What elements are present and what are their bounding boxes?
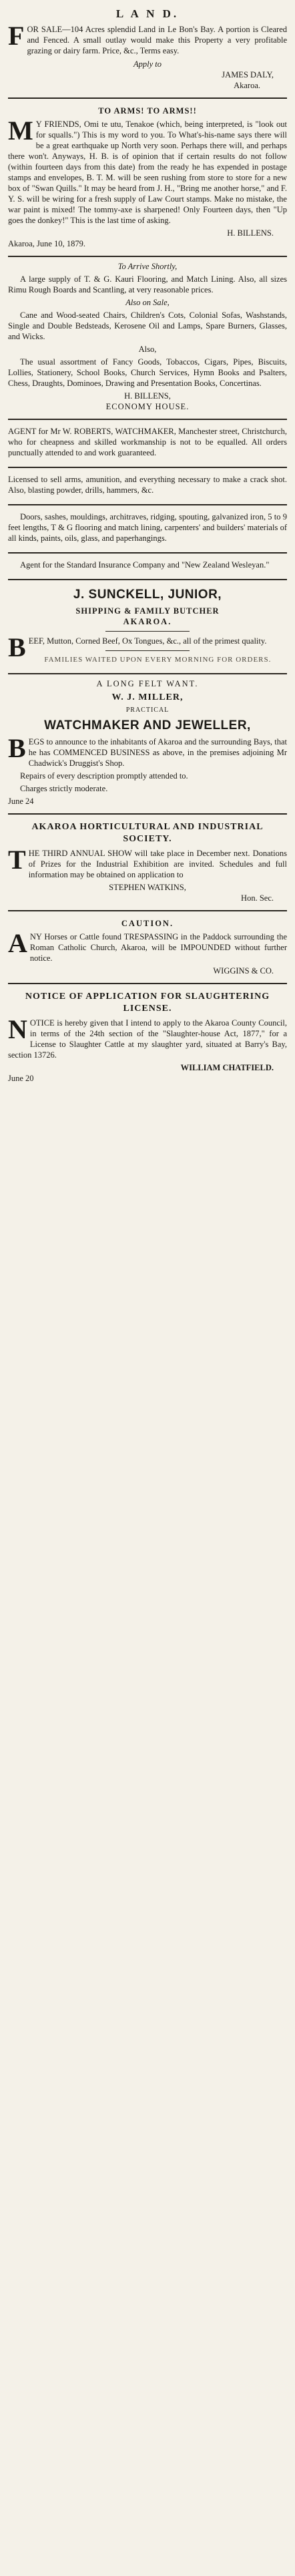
horticultural-body: HE THIRD ANNUAL SHOW will take place in December next. Donations of Prizes for the Industrial Exhibition are invited. Schedules and full information may be obtained on application to — [28, 848, 287, 879]
sale-head: Also on Sale, — [125, 297, 170, 307]
miller-date: June 24 — [8, 797, 34, 807]
slaughter-signature: WILLIAM CHATFIELD. — [180, 1062, 274, 1072]
miller-body: EGS to announce to the inhabitants of Akaroa and the surrounding Bays, that he has COMMENCED BUSINESS as above, in the premises adjoining Mr Chadwick's Druggist's Shop. — [28, 737, 287, 769]
agent-ad — [8, 554, 287, 580]
licensed-ad — [8, 468, 287, 505]
roberts-ad — [8, 420, 287, 468]
sale-body: Cane and Wood-seated Chairs, Children's Cots, Colonial Sofas, Washstands, Single and Double Bedsteads, Kerosene Oil and Lamps, Spare Burners, Glasses, and Wicks. — [8, 310, 287, 341]
miller-charges: Charges strictly moderate. — [20, 784, 108, 794]
horticultural-title: AKAROA HORTICULTURAL AND INDUSTRIAL SOCIETY. — [31, 822, 264, 845]
arrive-ad — [8, 257, 287, 420]
arms-dropcap: M — [8, 115, 33, 146]
land-name: JAMES DALY, — [222, 69, 274, 79]
sunckell-trade: SHIPPING & FAMILY BUTCHER — [75, 606, 220, 616]
land-place: Akaroa. — [234, 80, 260, 90]
also-label: Also, — [138, 344, 157, 354]
sunckell-dropcap: B — [8, 632, 26, 663]
slaughter-title: NOTICE OF APPLICATION FOR SLAUGHTERING LICENSE. — [25, 991, 270, 1014]
caution-title: CAUTION. — [121, 918, 174, 928]
horticultural-ad — [8, 815, 287, 911]
arms-title: TO ARMS! TO ARMS!! — [98, 105, 197, 116]
usual-body: The usual assortment of Fancy Goods, Tobaccos, Cigars, Pipes, Biscuits, Lollies, Stationery, School Books, Church Services, Hymn Books and Psalters, Chess, Draughts, Dominoes, Drawing and Presentation Books, Concertinas. — [8, 357, 287, 388]
arms-date: Akaroa, June 10, 1879. — [8, 238, 85, 248]
land-title: L A N D. — [115, 7, 180, 20]
doors-body: Doors, sashes, mouldings, architraves, ridging, spouting, galvanized iron, 5 to 9 feet lengths, T & G flooring and match lining, carpenters' and builders' materials of all kinds, paints, oils, glass, and paperhangings. — [8, 511, 287, 543]
divider — [105, 650, 189, 651]
slaughter-dropcap: N — [8, 1014, 27, 1044]
miller-name: W. J. MILLER, — [111, 692, 184, 703]
miller-repairs: Repairs of every description promptly attended to. — [20, 771, 188, 781]
arrive-signature: H. BILLENS, — [124, 391, 171, 401]
agent-body: Agent for the Standard Insurance Company and "New Zealand Wesleyan." — [20, 560, 270, 570]
land-ad — [8, 0, 287, 99]
horticultural-dropcap: T — [8, 844, 26, 875]
sunckell-body: EEF, Mutton, Corned Beef, Ox Tongues, &c., all of the primest quality. — [28, 636, 267, 646]
caution-dropcap: A — [8, 927, 27, 958]
miller-trade: WATCHMAKER AND JEWELLER, — [44, 718, 251, 732]
sunckell-name: J. SUNCKELL, JUNIOR, — [73, 587, 222, 602]
roberts-body: AGENT for Mr W. ROBERTS, WATCHMAKER, Manchester street, Christchurch, who for cheapness and skilled workmanship is not to be equalled. All orders punctually attended to and work guaranteed. — [8, 426, 287, 457]
slaughter-ad — [8, 984, 287, 1090]
sunckell-ad — [8, 580, 287, 674]
newspaper-column — [0, 0, 295, 1098]
horticultural-role: Hon. Sec. — [241, 893, 274, 903]
miller-dropcap: B — [8, 733, 26, 764]
economy-house: ECONOMY HOUSE. — [105, 401, 190, 411]
arrive-head: To Arrive Shortly, — [117, 261, 178, 271]
land-dropcap: F — [8, 20, 25, 51]
miller-ad — [8, 674, 287, 815]
arms-body: Y FRIENDS, Omi te utu, Tenakoe (which, being interpreted, is "look out for squalls.") This is my word to you. To What's-his-name says there will be a great earthquake up North very soon. Perhaps there will, and perhaps there won't. Anyways, H. B. is of opinion that if certain results do not follow (within fourteen days from this date) from the ready he has expended in postage stamps and envelopes, B. T. M. will be seen rushing from store to store for a new box of "Swan Quills." It may be heard from J. H., "Bring me another horse," and F. Y. S. will be wiring for a fresh supply of Law Court stamps. Make no mistake, the war paint is mixed! The tommy-axe is sharpened! Only Fourteen days, then "Up goes the donkey!" This is the last time of asking. — [8, 119, 287, 225]
land-body: OR SALE—104 Acres splendid Land in Le Bon's Bay. A portion is Cleared and Fenced. A small outlay would make this Property a very profitable grazing or dairy farm. Price, &c., Terms easy. — [27, 24, 287, 55]
caution-ad — [8, 911, 287, 984]
land-apply: Apply to — [133, 59, 162, 69]
miller-practical: PRACTICAL — [125, 706, 170, 714]
licensed-body: Licensed to sell arms, amunition, and everything necessary to make a crack shot. Also, blasting powder, drills, hammers, &c. — [8, 474, 287, 495]
arrive-body: A large supply of T. & G. Kauri Flooring, and Match Lining. Also, all sizes Rimu Rough Boards and Scantling, at very reasonable prices. — [8, 274, 287, 294]
slaughter-date: June 20 — [8, 1073, 34, 1083]
arms-ad — [8, 99, 287, 257]
sunckell-note: FAMILIES WAITED UPON EVERY MORNING FOR ORDERS. — [44, 656, 272, 664]
sunckell-place: AKAROA. — [123, 617, 172, 627]
caution-signature: WIGGINS & CO. — [213, 965, 274, 976]
slaughter-body: OTICE is hereby given that I intend to apply to the Akaroa County Council, in terms of the 24th section of the "Slaughter-house Act, 1877," for a License to Slaughter Cattle at my slaughter yard, situated at Barry's Bay, section 13726. — [8, 1018, 287, 1060]
horticultural-name: STEPHEN WATKINS, — [109, 882, 186, 892]
miller-tag: A LONG FELT WANT. — [96, 679, 199, 689]
doors-ad — [8, 505, 287, 554]
caution-body: NY Horses or Cattle found TRESPASSING in the Paddock surrounding the Roman Catholic Church, Akaroa, will be IMPOUNDED without further notice. — [29, 931, 287, 963]
divider — [105, 631, 189, 632]
arms-signature: H. BILLENS. — [227, 228, 274, 238]
